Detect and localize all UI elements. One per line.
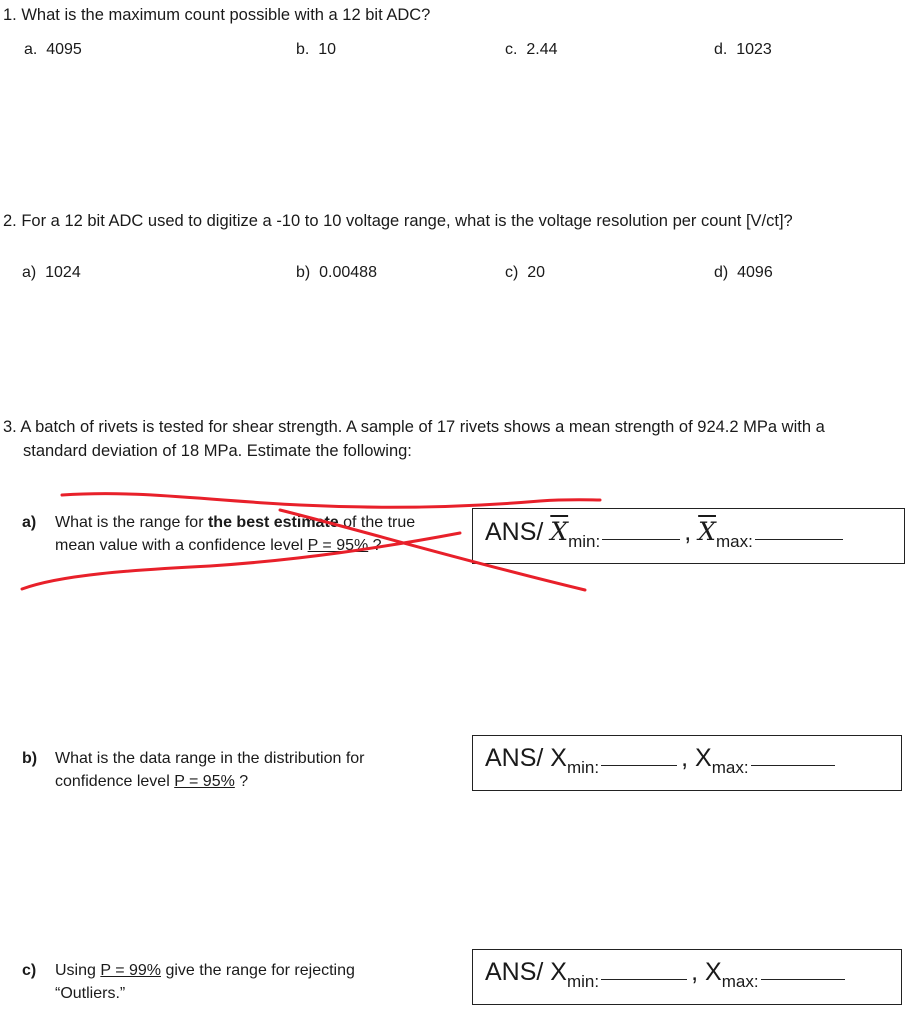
q2-option-a[interactable]: [22, 264, 81, 282]
q1-option-a[interactable]: [24, 41, 82, 59]
xmax-blank[interactable]: [755, 538, 843, 540]
option-value: 20: [527, 264, 546, 281]
q1-option-c[interactable]: [505, 41, 557, 59]
option-letter: a.: [24, 41, 38, 58]
xmax-blank[interactable]: [761, 978, 845, 980]
xmax-blank[interactable]: [751, 764, 835, 766]
option-letter: b): [296, 264, 311, 281]
option-letter: d.: [714, 41, 728, 58]
q2-option-b[interactable]: [296, 264, 377, 282]
option-value: 2.44: [526, 41, 558, 58]
q1-option-d[interactable]: [714, 41, 772, 59]
xbar-symbol: $\overline{X}$: [698, 517, 716, 546]
q3c-answer-box[interactable]: ANS/ $X_{min:}$ , $X_{max:}$: [472, 949, 902, 1005]
xmin-blank[interactable]: [602, 538, 680, 540]
option-value: 4095: [46, 41, 82, 58]
option-letter: b.: [296, 41, 310, 58]
q3a-letter: a): [22, 514, 37, 531]
option-letter: c): [505, 264, 519, 281]
question-1-text: 1. What is the maximum count possible with a 12 bit ADC?: [3, 6, 431, 24]
xbar-symbol: $\overline{X}$: [550, 517, 569, 546]
q3b-prompt: What is the data range in the distribution for confidence level P = 95% ?: [55, 750, 365, 790]
question-3-line-1: 3. A batch of rivets is tested for shear strength. A sample of 17 rivets shows a mean strength of 924.2 MPa with a: [3, 418, 825, 436]
q2-option-c[interactable]: [505, 264, 545, 282]
q1-option-b[interactable]: [296, 41, 336, 59]
strike-top-line: [62, 494, 600, 508]
q3b-answer-box[interactable]: ANS/ $X_{min:}$ , $X_{max:}$: [472, 735, 902, 791]
q2-option-d[interactable]: [714, 264, 773, 282]
question-2-text: 2. For a 12 bit ADC used to digitize a -10 to 10 voltage range, what is the voltage resolution per count [V/ct]?: [3, 212, 793, 230]
q3a-prompt: What is the range for the best estimate of the true mean value with a confidence level P = 95% ?: [55, 514, 416, 554]
option-value: 0.00488: [319, 264, 377, 281]
option-value: 1023: [736, 41, 772, 58]
option-letter: c.: [505, 41, 518, 58]
q3b-letter: b): [22, 750, 38, 767]
option-letter: a): [22, 264, 37, 281]
xmin-blank[interactable]: [601, 764, 677, 766]
option-value: 10: [318, 41, 337, 58]
q3c-letter: c): [22, 962, 37, 979]
q3a-answer-box[interactable]: ANS/ $\overline{X}_{min:}$ , $\overline{X}_{max:}$: [472, 508, 905, 564]
option-value: 1024: [45, 264, 81, 281]
xmin-blank[interactable]: [601, 978, 687, 980]
option-letter: d): [714, 264, 729, 281]
option-value: 4096: [737, 264, 773, 281]
question-3-line-2: standard deviation of 18 MPa. Estimate the following:: [23, 442, 412, 460]
q3c-prompt: Using P = 99% give the range for rejecting “Outliers.”: [55, 962, 355, 1002]
